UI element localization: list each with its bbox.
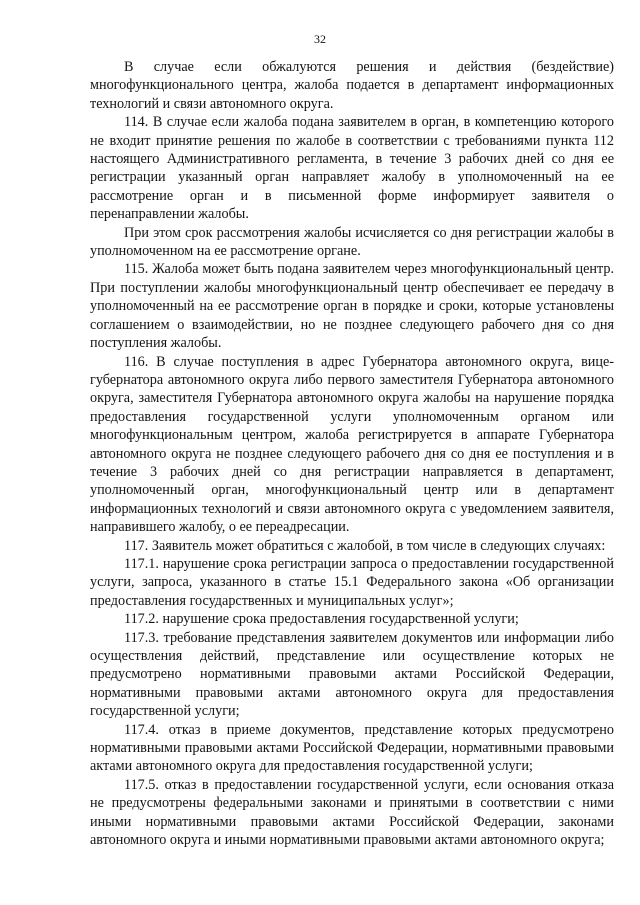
paragraph-mfc-complaint: В случае если обжалуются решения и действия (бездействие) многофункционального центра, жалоба подается в департамент информационных технологий и связи автономного округа. xyxy=(90,59,614,112)
page-number: 32 xyxy=(314,32,326,46)
paragraph-117-5: 117.5. отказ в предоставлении государственной услуги, если основания отказа не предусмотрены федеральными законами и принятыми в соответствии с ними иными нормативными правовыми актами Российской Федерации, законами автономного округа и иными нормативными правовыми актами автономного округа; xyxy=(90,776,614,849)
paragraph-117-4: 117.4. отказ в приеме документов, представление которых предусмотрено нормативными правовыми актами Российской Федерации, нормативными правовыми актами автономного округа для предоставления государственной услуги; xyxy=(90,721,614,775)
document-body xyxy=(90,58,614,849)
paragraph-115: 115. Жалоба может быть подана заявителем через многофункциональный центр. При поступлении жалобы многофункциональный центр обеспечивает ее передачу в уполномоченный на ее рассмотрение орган в порядке и сроки, которые установлены соглашением о взаимодействии, но не позднее следующего рабочего дня со дня поступления жалобы. xyxy=(90,261,614,352)
paragraph-114: 114. В случае если жалоба подана заявителем в орган, в компетенцию которого не входит принятие решения по жалобе в соответствии с требованиями пункта 112 настоящего Административного регламента, в течение 3 рабочих дней со дня ее регистрации указанный орган направляет жалобу в уполномоченный на ее рассмотрение орган и в письменной форме информирует заявителя о перенаправлении жалобы. xyxy=(90,114,614,223)
paragraph-116: 116. В случае поступления в адрес Губернатора автономного округа, вице-губернатора автономного округа либо первого заместителя Губернатора автономного округа, заместителя Губернатора автономного округа жалобы на нарушение порядка предоставления государственной услуги уполномоченным органом или многофункциональным центром, жалоба регистрируется в аппарате Губернатора автономного округа не позднее следующего рабочего дня со дня ее поступления и в течение 3 рабочих дней со дня регистрации направляется в департамент, уполномоченный орган, многофункциональный центр или в департамент информационных технологий и связи автономного округа с уведомлением заявителя, направившего жалобу, о ее переадресации. xyxy=(90,353,614,536)
paragraph-117: 117. Заявитель может обратиться с жалобой, в том числе в следующих случаях: xyxy=(124,537,606,554)
paragraph-117-2: 117.2. нарушение срока предоставления государственной услуги; xyxy=(124,611,519,628)
paragraph-117-1: 117.1. нарушение срока регистрации запроса о предоставлении государственной услуги, запроса, указанного в статье 15.1 Федерального закона «Об организации предоставления государственных и муниципальных услуг»; xyxy=(90,555,614,609)
paragraph-review-term: При этом срок рассмотрения жалобы исчисляется со дня регистрации жалобы в уполномоченном на ее рассмотрение органе. xyxy=(90,224,614,260)
paragraph-117-3: 117.3. требование представления заявителем документов или информации либо осуществления действий, представление или осуществление которых не предусмотрено нормативными правовыми актами Российской Федерации, нормативными правовыми актами автономного округа для предоставления государственной услуги; xyxy=(90,629,614,720)
